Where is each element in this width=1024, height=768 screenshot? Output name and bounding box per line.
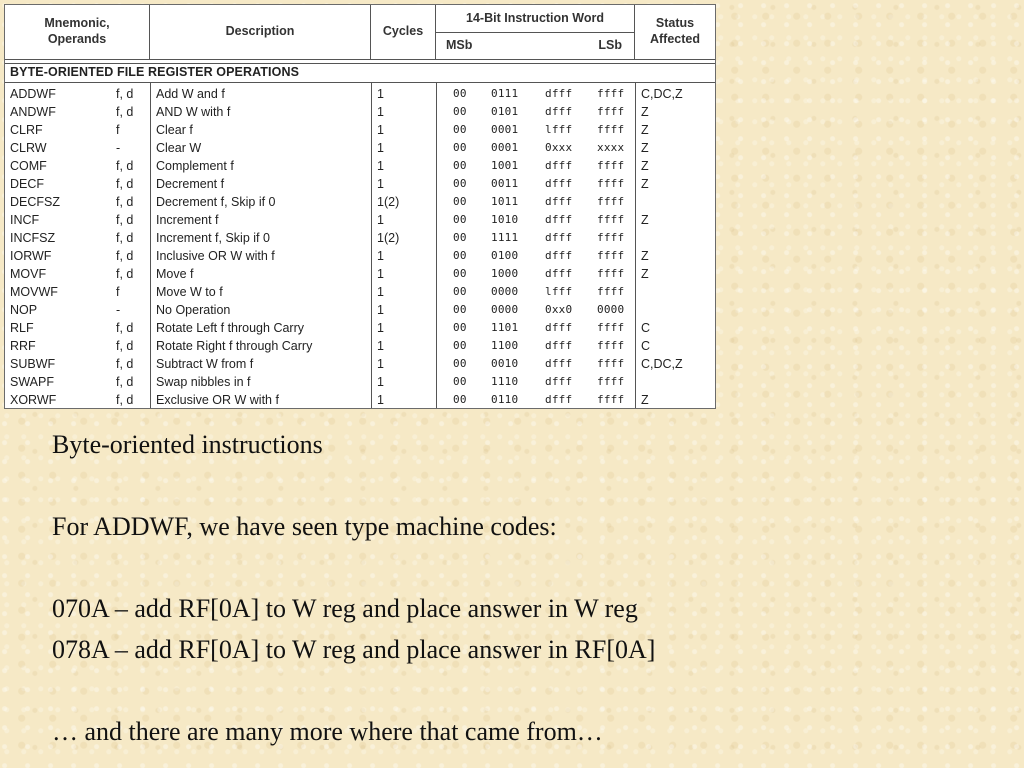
cell-code-dest: 0xx0 (545, 303, 573, 316)
cell-code-msb: 00 (453, 213, 467, 226)
cell-code-dest: dfff (545, 177, 573, 190)
cell-code-msb: 00 (453, 357, 467, 370)
cell-code-dest: dfff (545, 249, 573, 262)
cell-cycles: 1(2) (377, 195, 400, 209)
cell-operands: f, d (116, 393, 134, 407)
cell-code-lsb: ffff (597, 321, 625, 334)
cell-description: Swap nibbles in f (156, 375, 251, 389)
table-row (5, 283, 715, 301)
cell-cycles: 1 (377, 303, 384, 317)
cell-code-mid: 0000 (491, 303, 519, 316)
cell-status: Z (641, 123, 649, 137)
cell-description: Inclusive OR W with f (156, 249, 275, 263)
table-row (5, 175, 715, 193)
cell-code-mid: 0010 (491, 357, 519, 370)
table-row (5, 319, 715, 337)
cell-cycles: 1 (377, 393, 384, 407)
cell-description: Clear W (156, 141, 202, 155)
table-row (5, 265, 715, 283)
cell-mnemonic: COMF (10, 159, 47, 173)
body-text-example-1: 070A – add RF[0A] to W reg and place answer in W reg (52, 594, 638, 623)
cell-description: Add W and f (156, 87, 225, 101)
cell-code-dest: dfff (545, 195, 573, 208)
cell-description: Decrement f, Skip if 0 (156, 195, 276, 209)
cell-code-msb: 00 (453, 249, 467, 262)
cell-code-mid: 1110 (491, 375, 519, 388)
cell-code-mid: 0100 (491, 249, 519, 262)
header-mnemonic (5, 5, 150, 59)
cell-cycles: 1 (377, 213, 384, 227)
cell-mnemonic: NOP (10, 303, 38, 317)
cell-code-mid: 1101 (491, 321, 519, 334)
cell-code-msb: 00 (453, 375, 467, 388)
header-instruction-word-label: 14-Bit Instruction Word (436, 5, 634, 33)
cell-cycles: 1 (377, 339, 384, 353)
cell-cycles: 1 (377, 285, 384, 299)
table-row (5, 211, 715, 229)
table-row (5, 355, 715, 373)
cell-cycles: 1 (377, 267, 384, 281)
cell-operands: f, d (116, 339, 134, 353)
header-status-line1: Status (655, 16, 695, 31)
cell-operands: - (116, 303, 121, 317)
header-bit-order (436, 33, 634, 59)
cell-operands: f, d (116, 249, 134, 263)
cell-cycles: 1 (377, 123, 384, 137)
cell-status: Z (641, 249, 649, 263)
cell-code-mid: 1111 (491, 231, 519, 244)
cell-mnemonic: INCF (10, 213, 40, 227)
cell-status: C (641, 321, 651, 335)
cell-cycles: 1 (377, 375, 384, 389)
cell-code-lsb: ffff (597, 213, 625, 226)
cell-cycles: 1 (377, 141, 384, 155)
cell-cycles: 1 (377, 159, 384, 173)
cell-status: Z (641, 141, 649, 155)
cell-code-dest: dfff (545, 267, 573, 280)
cell-operands: f (116, 285, 120, 299)
cell-operands: f (116, 123, 120, 137)
instruction-table (4, 4, 716, 409)
cell-mnemonic: SUBWF (10, 357, 56, 371)
cell-code-lsb: ffff (597, 159, 625, 172)
cell-cycles: 1 (377, 177, 384, 191)
cell-mnemonic: INCFSZ (10, 231, 56, 245)
cell-code-msb: 00 (453, 159, 467, 172)
cell-operands: f, d (116, 213, 134, 227)
cell-code-mid: 0111 (491, 87, 519, 100)
cell-description: Exclusive OR W with f (156, 393, 279, 407)
header-lsb: LSb (598, 38, 622, 53)
cell-code-mid: 1001 (491, 159, 519, 172)
cell-code-msb: 00 (453, 177, 467, 190)
cell-code-mid: 1011 (491, 195, 519, 208)
cell-status: Z (641, 393, 649, 407)
table-row (5, 301, 715, 319)
cell-code-lsb: xxxx (597, 141, 625, 154)
body-text-closing: … and there are many more where that came from… (52, 717, 603, 746)
cell-code-msb: 00 (453, 303, 467, 316)
cell-code-lsb: ffff (597, 267, 625, 280)
cell-code-mid: 0001 (491, 141, 519, 154)
cell-mnemonic: RRF (10, 339, 36, 353)
cell-operands: f, d (116, 267, 134, 281)
cell-code-dest: dfff (545, 321, 573, 334)
cell-mnemonic: RLF (10, 321, 34, 335)
cell-code-dest: dfff (545, 375, 573, 388)
cell-operands: f, d (116, 177, 134, 191)
table-row (5, 193, 715, 211)
cell-status: C,DC,Z (641, 357, 683, 371)
cell-description: Rotate Left f through Carry (156, 321, 304, 335)
header-msb: MSb (446, 38, 473, 53)
cell-code-lsb: ffff (597, 87, 625, 100)
cell-code-mid: 1100 (491, 339, 519, 352)
cell-code-msb: 00 (453, 141, 467, 154)
header-cycles: Cycles (371, 5, 436, 59)
table-row (5, 373, 715, 391)
header-operands-label: Operands (47, 32, 107, 46)
cell-code-dest: dfff (545, 393, 573, 406)
cell-code-msb: 00 (453, 195, 467, 208)
cell-code-mid: 0011 (491, 177, 519, 190)
cell-code-dest: dfff (545, 213, 573, 226)
cell-mnemonic: ANDWF (10, 105, 56, 119)
cell-description: Increment f (156, 213, 219, 227)
cell-status: C (641, 339, 651, 353)
cell-status: Z (641, 267, 649, 281)
cell-code-lsb: ffff (597, 195, 625, 208)
cell-description: Subtract W from f (156, 357, 254, 371)
header-description: Description (150, 5, 371, 59)
cell-code-msb: 00 (453, 339, 467, 352)
cell-code-lsb: ffff (597, 357, 625, 370)
cell-operands: f, d (116, 357, 134, 371)
cell-code-dest: lfff (545, 285, 573, 298)
cell-code-msb: 00 (453, 105, 467, 118)
cell-description: Clear f (156, 123, 193, 137)
cell-code-dest: dfff (545, 357, 573, 370)
cell-code-mid: 0110 (491, 393, 519, 406)
cell-code-lsb: ffff (597, 393, 625, 406)
cell-status: Z (641, 159, 649, 173)
header-mnemonic-label: Mnemonic, (44, 16, 110, 31)
cell-code-mid: 1000 (491, 267, 519, 280)
cell-cycles: 1 (377, 321, 384, 335)
cell-code-dest: dfff (545, 231, 573, 244)
cell-description: AND W with f (156, 105, 231, 119)
cell-code-lsb: ffff (597, 285, 625, 298)
cell-code-msb: 00 (453, 321, 467, 334)
header-divider-double (5, 63, 715, 64)
cell-code-dest: lfff (545, 123, 573, 136)
table-row (5, 103, 715, 121)
cell-cycles: 1 (377, 105, 384, 119)
cell-mnemonic: DECFSZ (10, 195, 60, 209)
header-status (635, 5, 715, 59)
cell-mnemonic: CLRW (10, 141, 47, 155)
cell-code-lsb: ffff (597, 231, 625, 244)
cell-code-msb: 00 (453, 87, 467, 100)
cell-cycles: 1(2) (377, 231, 400, 245)
cell-cycles: 1 (377, 249, 384, 263)
cell-mnemonic: MOVF (10, 267, 47, 281)
cell-code-dest: dfff (545, 159, 573, 172)
cell-code-msb: 00 (453, 231, 467, 244)
cell-operands: f, d (116, 87, 134, 101)
cell-code-lsb: ffff (597, 123, 625, 136)
table-row (5, 157, 715, 175)
cell-code-mid: 0001 (491, 123, 519, 136)
header-divider (5, 59, 715, 60)
cell-code-dest: 0xxx (545, 141, 573, 154)
cell-status: Z (641, 213, 649, 227)
cell-code-msb: 00 (453, 285, 467, 298)
table-row (5, 337, 715, 355)
cell-status: Z (641, 105, 649, 119)
cell-description: Increment f, Skip if 0 (156, 231, 270, 245)
table-row (5, 247, 715, 265)
cell-operands: f, d (116, 195, 134, 209)
cell-code-mid: 1010 (491, 213, 519, 226)
cell-description: Decrement f (156, 177, 225, 191)
section-divider (5, 82, 715, 83)
cell-description: Move W to f (156, 285, 223, 299)
cell-code-lsb: 0000 (597, 303, 625, 316)
table-body (5, 85, 715, 409)
cell-description: No Operation (156, 303, 231, 317)
table-row (5, 121, 715, 139)
body-text-heading: Byte-oriented instructions (52, 430, 323, 459)
cell-code-dest: dfff (545, 105, 573, 118)
cell-operands: f, d (116, 321, 134, 335)
body-text-example-2: 078A – add RF[0A] to W reg and place answer in RF[0A] (52, 635, 656, 664)
section-title: BYTE-ORIENTED FILE REGISTER OPERATIONS (10, 65, 300, 79)
cell-operands: f, d (116, 231, 134, 245)
cell-operands: f, d (116, 159, 134, 173)
cell-status: C,DC,Z (641, 87, 683, 101)
cell-description: Rotate Right f through Carry (156, 339, 313, 353)
cell-operands: f, d (116, 105, 134, 119)
cell-code-lsb: ffff (597, 249, 625, 262)
header-status-line2: Affected (649, 32, 700, 46)
cell-cycles: 1 (377, 357, 384, 371)
cell-description: Move f (156, 267, 194, 281)
cell-mnemonic: CLRF (10, 123, 43, 137)
cell-code-lsb: ffff (597, 375, 625, 388)
cell-description: Complement f (156, 159, 234, 173)
table-row (5, 391, 715, 409)
cell-code-lsb: ffff (597, 177, 625, 190)
cell-mnemonic: MOVWF (10, 285, 58, 299)
cell-code-dest: dfff (545, 87, 573, 100)
cell-operands: - (116, 141, 121, 155)
cell-code-msb: 00 (453, 393, 467, 406)
cell-code-msb: 00 (453, 123, 467, 136)
cell-code-lsb: ffff (597, 105, 625, 118)
cell-cycles: 1 (377, 87, 384, 101)
cell-operands: f, d (116, 375, 134, 389)
cell-code-msb: 00 (453, 267, 467, 280)
cell-mnemonic: ADDWF (10, 87, 56, 101)
table-row (5, 139, 715, 157)
cell-code-dest: dfff (545, 339, 573, 352)
body-text-intro: For ADDWF, we have seen type machine codes: (52, 512, 557, 541)
table-row (5, 229, 715, 247)
cell-mnemonic: XORWF (10, 393, 57, 407)
cell-mnemonic: IORWF (10, 249, 52, 263)
table-row (5, 85, 715, 103)
cell-mnemonic: SWAPF (10, 375, 54, 389)
cell-status: Z (641, 177, 649, 191)
cell-code-mid: 0000 (491, 285, 519, 298)
cell-mnemonic: DECF (10, 177, 45, 191)
cell-code-lsb: ffff (597, 339, 625, 352)
header-instruction-word (436, 5, 635, 59)
cell-code-mid: 0101 (491, 105, 519, 118)
